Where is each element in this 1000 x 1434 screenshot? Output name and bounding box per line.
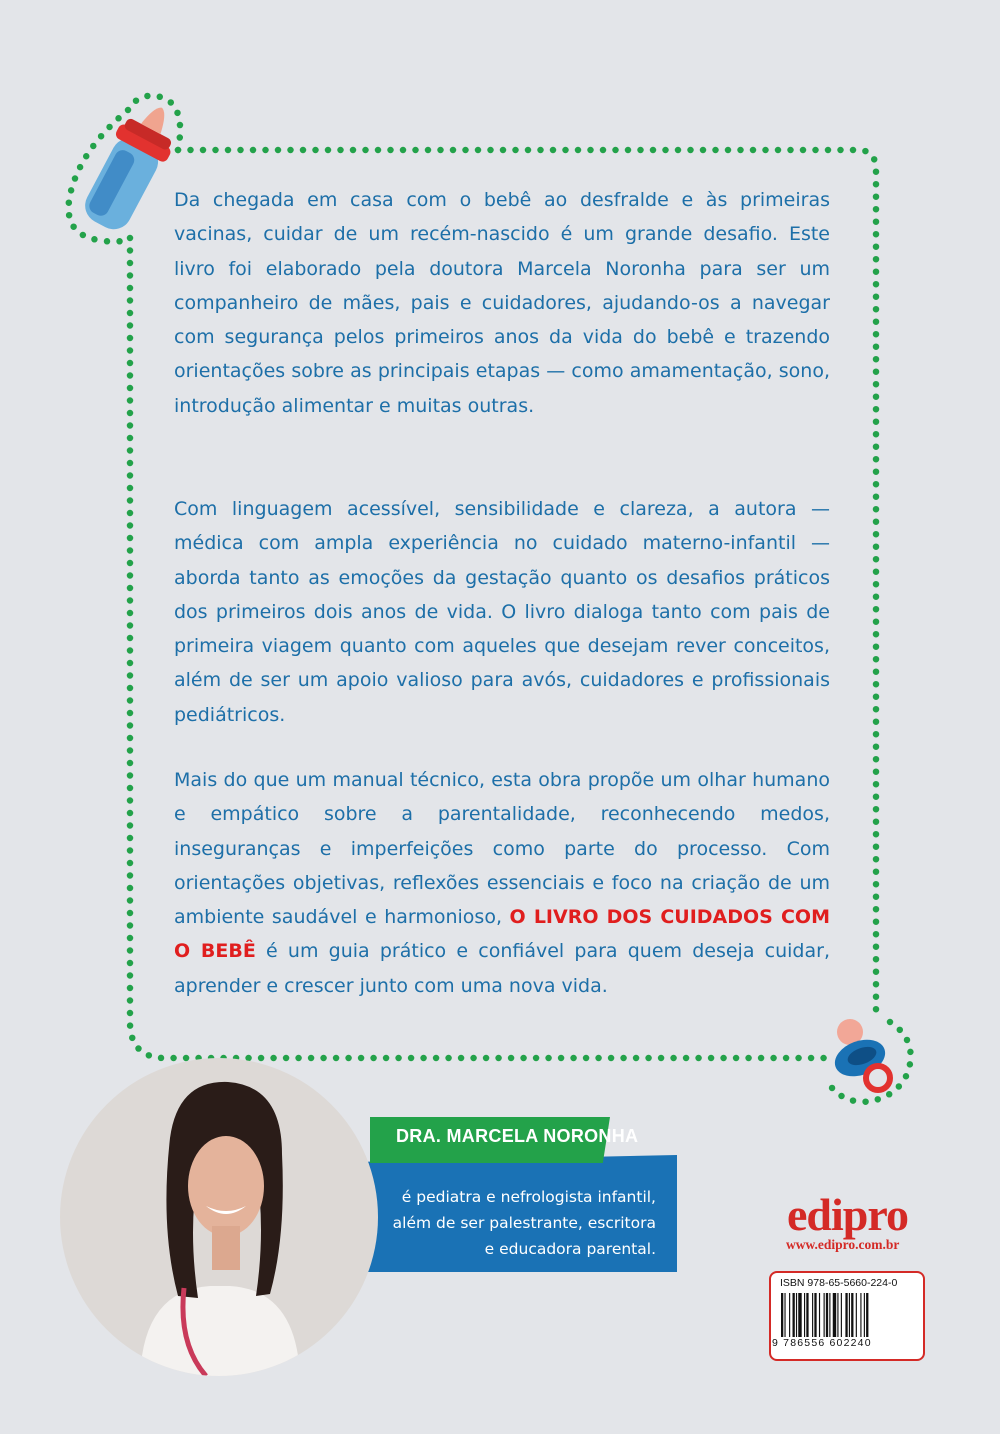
barcode-bar <box>806 1293 808 1337</box>
barcode-bar <box>812 1293 813 1337</box>
barcode-bar <box>798 1293 801 1337</box>
barcode-bar <box>819 1293 820 1337</box>
barcode-bar <box>829 1293 830 1337</box>
isbn-digits: 9 786556 602240 <box>772 1337 872 1349</box>
barcode-bar <box>804 1293 805 1337</box>
isbn-label: ISBN 978-65-5660-224-0 <box>780 1277 898 1289</box>
barcode-bar <box>841 1293 842 1337</box>
paragraph-summary <box>174 763 830 1003</box>
pacifier-icon <box>826 1008 904 1098</box>
barcode-bar <box>824 1293 825 1337</box>
paragraph-approach: Com linguagem acessível, sensibilidade e clareza, a autora — médica com ampla experiência no cuidado materno-infantil — aborda tanto as emoções da gestação quanto os desafios práticos dos primeiros dois anos de vida. O livro dialoga tanto com pais de primeira viagem quanto com aqueles que desejam rever conceitos, além de ser um apoio valioso para avós, cuidadores e profissionais pediátricos. <box>174 498 830 726</box>
author-bio-line: é pediatra e nefrologista infantil, <box>401 1188 656 1206</box>
summary-text-start: Mais do que um manual técnico, esta obra propõe um olhar humano e empático sobre a parentalidade, reconhecendo medos, inseguranças e imperfeições como parte do processo. Com orientações objetivas, reflexões essenciais e foco na criação de um ambiente saudável e harmonioso, <box>174 769 830 929</box>
barcode-bar <box>814 1293 816 1337</box>
publisher-logo: edipro <box>787 1189 908 1240</box>
publisher-url: www.edipro.com.br <box>786 1237 900 1252</box>
paragraph-intro: Da chegada em casa com o bebê ao desfralde e às primeiras vacinas, cuidar de um recém-nascido é um grande desafio. Este livro foi elaborado pela doutora Marcela Noronha para ser um companheiro de mães, pais e cuidadores, ajudando-os a navegar com segurança pelos primeiros anos da vida do bebê e trazendo orientações sobre as principais etapas — como amamentação, sono, introdução alimentar e muitas outras. <box>174 189 830 417</box>
barcode-bar <box>837 1293 838 1337</box>
barcode-bar <box>833 1293 836 1337</box>
barcode-bar <box>864 1293 865 1337</box>
author-photo <box>60 1058 378 1376</box>
barcode-bar <box>784 1293 785 1337</box>
author-bio-line: e educadora parental. <box>484 1240 656 1258</box>
barcode-bar <box>860 1293 861 1337</box>
author-name: DRA. MARCELA NORONHA <box>396 1126 639 1146</box>
baby-bottle-icon <box>70 100 190 240</box>
barcode-bar <box>781 1293 783 1337</box>
barcode-bar <box>866 1293 868 1337</box>
barcode-bar <box>849 1293 850 1337</box>
barcode-bar <box>789 1293 790 1337</box>
summary-text-end: é um guia prático e confiável para quem deseja cuidar, aprender e crescer junto com uma nova vida. <box>174 940 830 997</box>
barcode-bar <box>796 1293 797 1337</box>
barcode-bar <box>856 1293 857 1337</box>
author-bio-line: além de ser palestrante, escritora <box>392 1214 656 1232</box>
barcode-bar <box>845 1293 847 1337</box>
book-title: O LIVRO DOS CUIDADOS COM O BEBÊ <box>174 906 830 963</box>
barcode-bar <box>826 1293 828 1337</box>
barcode-bar <box>793 1293 795 1337</box>
barcode-bar <box>851 1293 853 1337</box>
